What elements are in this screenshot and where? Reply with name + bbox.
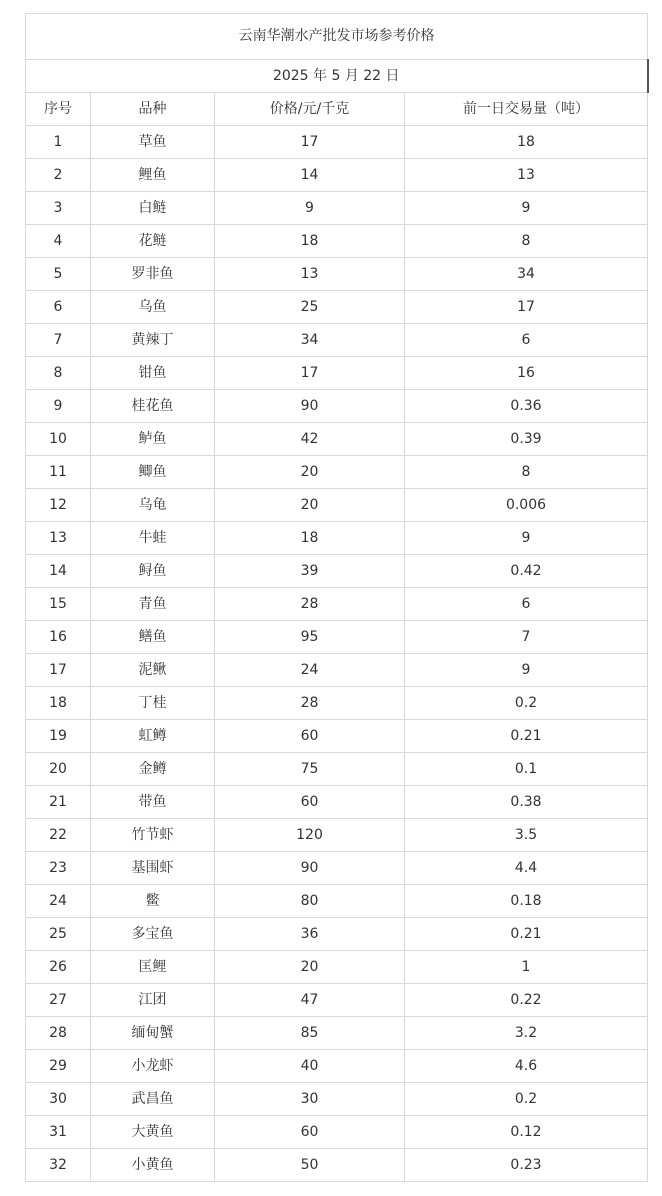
cell-index: 27: [26, 984, 91, 1017]
cell-volume: 9: [405, 192, 648, 225]
cell-index: 1: [26, 126, 91, 159]
table-row: [26, 621, 648, 654]
cell-variety: 缅甸蟹: [91, 1017, 215, 1050]
table-row: [26, 1116, 648, 1149]
cell-index: 32: [26, 1149, 91, 1182]
table-row: [26, 786, 648, 819]
cell-price: 28: [215, 687, 405, 720]
table-row: [26, 687, 648, 720]
cell-price: 28: [215, 588, 405, 621]
cell-price: 24: [215, 654, 405, 687]
table-row: [26, 885, 648, 918]
cell-price: 80: [215, 885, 405, 918]
cell-variety: 乌龟: [91, 489, 215, 522]
cell-variety: 虹鳟: [91, 720, 215, 753]
cell-volume: 0.2: [405, 687, 648, 720]
cell-variety: 金鳟: [91, 753, 215, 786]
cell-volume: 0.006: [405, 489, 648, 522]
cell-volume: 0.1: [405, 753, 648, 786]
header-row: [26, 93, 648, 126]
table-row: [26, 324, 648, 357]
cell-volume: 8: [405, 456, 648, 489]
table-row: [26, 522, 648, 555]
cell-price: 47: [215, 984, 405, 1017]
table-row: [26, 1050, 648, 1083]
cell-index: 14: [26, 555, 91, 588]
cell-variety: 桂花鱼: [91, 390, 215, 423]
cell-price: 13: [215, 258, 405, 291]
cell-variety: 大黄鱼: [91, 1116, 215, 1149]
cell-volume: 7: [405, 621, 648, 654]
cell-index: 13: [26, 522, 91, 555]
cell-variety: 小龙虾: [91, 1050, 215, 1083]
table-row: [26, 720, 648, 753]
table-row: [26, 390, 648, 423]
cell-index: 11: [26, 456, 91, 489]
cell-price: 42: [215, 423, 405, 456]
cell-index: 17: [26, 654, 91, 687]
cell-volume: 0.38: [405, 786, 648, 819]
cell-variety: 鲈鱼: [91, 423, 215, 456]
table-row: [26, 456, 648, 489]
table-row: [26, 489, 648, 522]
cell-price: 25: [215, 291, 405, 324]
cell-index: 4: [26, 225, 91, 258]
header-volume: 前一日交易量（吨）: [405, 93, 648, 126]
table-row: [26, 918, 648, 951]
table-row: [26, 753, 648, 786]
header-index: 序号: [26, 93, 91, 126]
cell-variety: 乌鱼: [91, 291, 215, 324]
cell-volume: 3.5: [405, 819, 648, 852]
cell-price: 50: [215, 1149, 405, 1182]
cell-price: 18: [215, 225, 405, 258]
cell-price: 120: [215, 819, 405, 852]
cell-index: 2: [26, 159, 91, 192]
table-row: [26, 1149, 648, 1182]
cell-index: 25: [26, 918, 91, 951]
cell-volume: 6: [405, 324, 648, 357]
cell-index: 12: [26, 489, 91, 522]
table-date: 2025 年 5 月 22 日: [26, 60, 648, 93]
cell-volume: 1: [405, 951, 648, 984]
cell-index: 29: [26, 1050, 91, 1083]
cell-variety: 丁桂: [91, 687, 215, 720]
table-row: [26, 1017, 648, 1050]
table-row: [26, 588, 648, 621]
cell-index: 23: [26, 852, 91, 885]
cell-price: 9: [215, 192, 405, 225]
table-row: [26, 852, 648, 885]
cell-volume: 18: [405, 126, 648, 159]
cell-price: 39: [215, 555, 405, 588]
cell-volume: 4.6: [405, 1050, 648, 1083]
cell-price: 36: [215, 918, 405, 951]
cell-price: 85: [215, 1017, 405, 1050]
cell-volume: 6: [405, 588, 648, 621]
cell-volume: 8: [405, 225, 648, 258]
cell-volume: 0.22: [405, 984, 648, 1017]
cell-index: 26: [26, 951, 91, 984]
cell-variety: 武昌鱼: [91, 1083, 215, 1116]
cell-price: 30: [215, 1083, 405, 1116]
cell-price: 60: [215, 786, 405, 819]
date-row: [26, 60, 648, 93]
cell-variety: 匡鲤: [91, 951, 215, 984]
table-row: [26, 423, 648, 456]
cell-price: 90: [215, 852, 405, 885]
cell-index: 7: [26, 324, 91, 357]
cell-variety: 黄辣丁: [91, 324, 215, 357]
cell-price: 20: [215, 456, 405, 489]
price-table: [25, 13, 649, 1182]
cell-volume: 9: [405, 654, 648, 687]
cell-index: 5: [26, 258, 91, 291]
cell-variety: 青鱼: [91, 588, 215, 621]
cell-volume: 9: [405, 522, 648, 555]
cell-variety: 鲟鱼: [91, 555, 215, 588]
cell-index: 16: [26, 621, 91, 654]
cell-price: 18: [215, 522, 405, 555]
cell-volume: 0.18: [405, 885, 648, 918]
cell-index: 20: [26, 753, 91, 786]
title-row: [26, 14, 648, 60]
table-row: [26, 258, 648, 291]
cell-variety: 钳鱼: [91, 357, 215, 390]
cell-volume: 0.42: [405, 555, 648, 588]
cell-variety: 鳝鱼: [91, 621, 215, 654]
header-price: 价格/元/千克: [215, 93, 405, 126]
cell-price: 60: [215, 720, 405, 753]
cell-volume: 17: [405, 291, 648, 324]
cell-index: 8: [26, 357, 91, 390]
cell-index: 19: [26, 720, 91, 753]
cell-variety: 泥鳅: [91, 654, 215, 687]
cell-index: 9: [26, 390, 91, 423]
cell-price: 60: [215, 1116, 405, 1149]
cell-variety: 多宝鱼: [91, 918, 215, 951]
cell-volume: 0.21: [405, 918, 648, 951]
cell-volume: 0.21: [405, 720, 648, 753]
cell-volume: 0.39: [405, 423, 648, 456]
cell-price: 17: [215, 357, 405, 390]
cell-price: 40: [215, 1050, 405, 1083]
table-row: [26, 1083, 648, 1116]
cell-variety: 牛蛙: [91, 522, 215, 555]
cell-volume: 0.23: [405, 1149, 648, 1182]
table-row: [26, 357, 648, 390]
cell-index: 28: [26, 1017, 91, 1050]
table-row: [26, 225, 648, 258]
cell-variety: 罗非鱼: [91, 258, 215, 291]
cell-variety: 基围虾: [91, 852, 215, 885]
cell-price: 34: [215, 324, 405, 357]
cell-index: 30: [26, 1083, 91, 1116]
table-row: [26, 654, 648, 687]
cell-volume: 0.12: [405, 1116, 648, 1149]
cell-index: 21: [26, 786, 91, 819]
cell-index: 18: [26, 687, 91, 720]
cell-price: 20: [215, 951, 405, 984]
cell-price: 17: [215, 126, 405, 159]
cell-variety: 竹节虾: [91, 819, 215, 852]
cell-volume: 16: [405, 357, 648, 390]
cell-variety: 带鱼: [91, 786, 215, 819]
cell-index: 22: [26, 819, 91, 852]
table-row: [26, 159, 648, 192]
table-body: [26, 14, 648, 1182]
table-row: [26, 555, 648, 588]
cell-variety: 鲤鱼: [91, 159, 215, 192]
cell-variety: 小黄鱼: [91, 1149, 215, 1182]
cell-variety: 江团: [91, 984, 215, 1017]
cell-index: 24: [26, 885, 91, 918]
cell-variety: 鲫鱼: [91, 456, 215, 489]
cell-volume: 13: [405, 159, 648, 192]
cell-variety: 鳖: [91, 885, 215, 918]
cell-volume: 4.4: [405, 852, 648, 885]
cell-variety: 白鲢: [91, 192, 215, 225]
cell-index: 10: [26, 423, 91, 456]
cell-volume: 3.2: [405, 1017, 648, 1050]
table-row: [26, 126, 648, 159]
cell-volume: 0.36: [405, 390, 648, 423]
cell-volume: 34: [405, 258, 648, 291]
cell-variety: 草鱼: [91, 126, 215, 159]
table-row: [26, 951, 648, 984]
table-row: [26, 819, 648, 852]
table-row: [26, 192, 648, 225]
table-title: 云南华潮水产批发市场参考价格: [26, 14, 648, 60]
cell-price: 14: [215, 159, 405, 192]
header-variety: 品种: [91, 93, 215, 126]
cell-variety: 花鲢: [91, 225, 215, 258]
cell-index: 15: [26, 588, 91, 621]
cell-price: 95: [215, 621, 405, 654]
cell-index: 31: [26, 1116, 91, 1149]
cell-price: 90: [215, 390, 405, 423]
cell-price: 75: [215, 753, 405, 786]
cell-index: 3: [26, 192, 91, 225]
cell-price: 20: [215, 489, 405, 522]
cell-index: 6: [26, 291, 91, 324]
table-row: [26, 984, 648, 1017]
table-row: [26, 291, 648, 324]
cell-volume: 0.2: [405, 1083, 648, 1116]
